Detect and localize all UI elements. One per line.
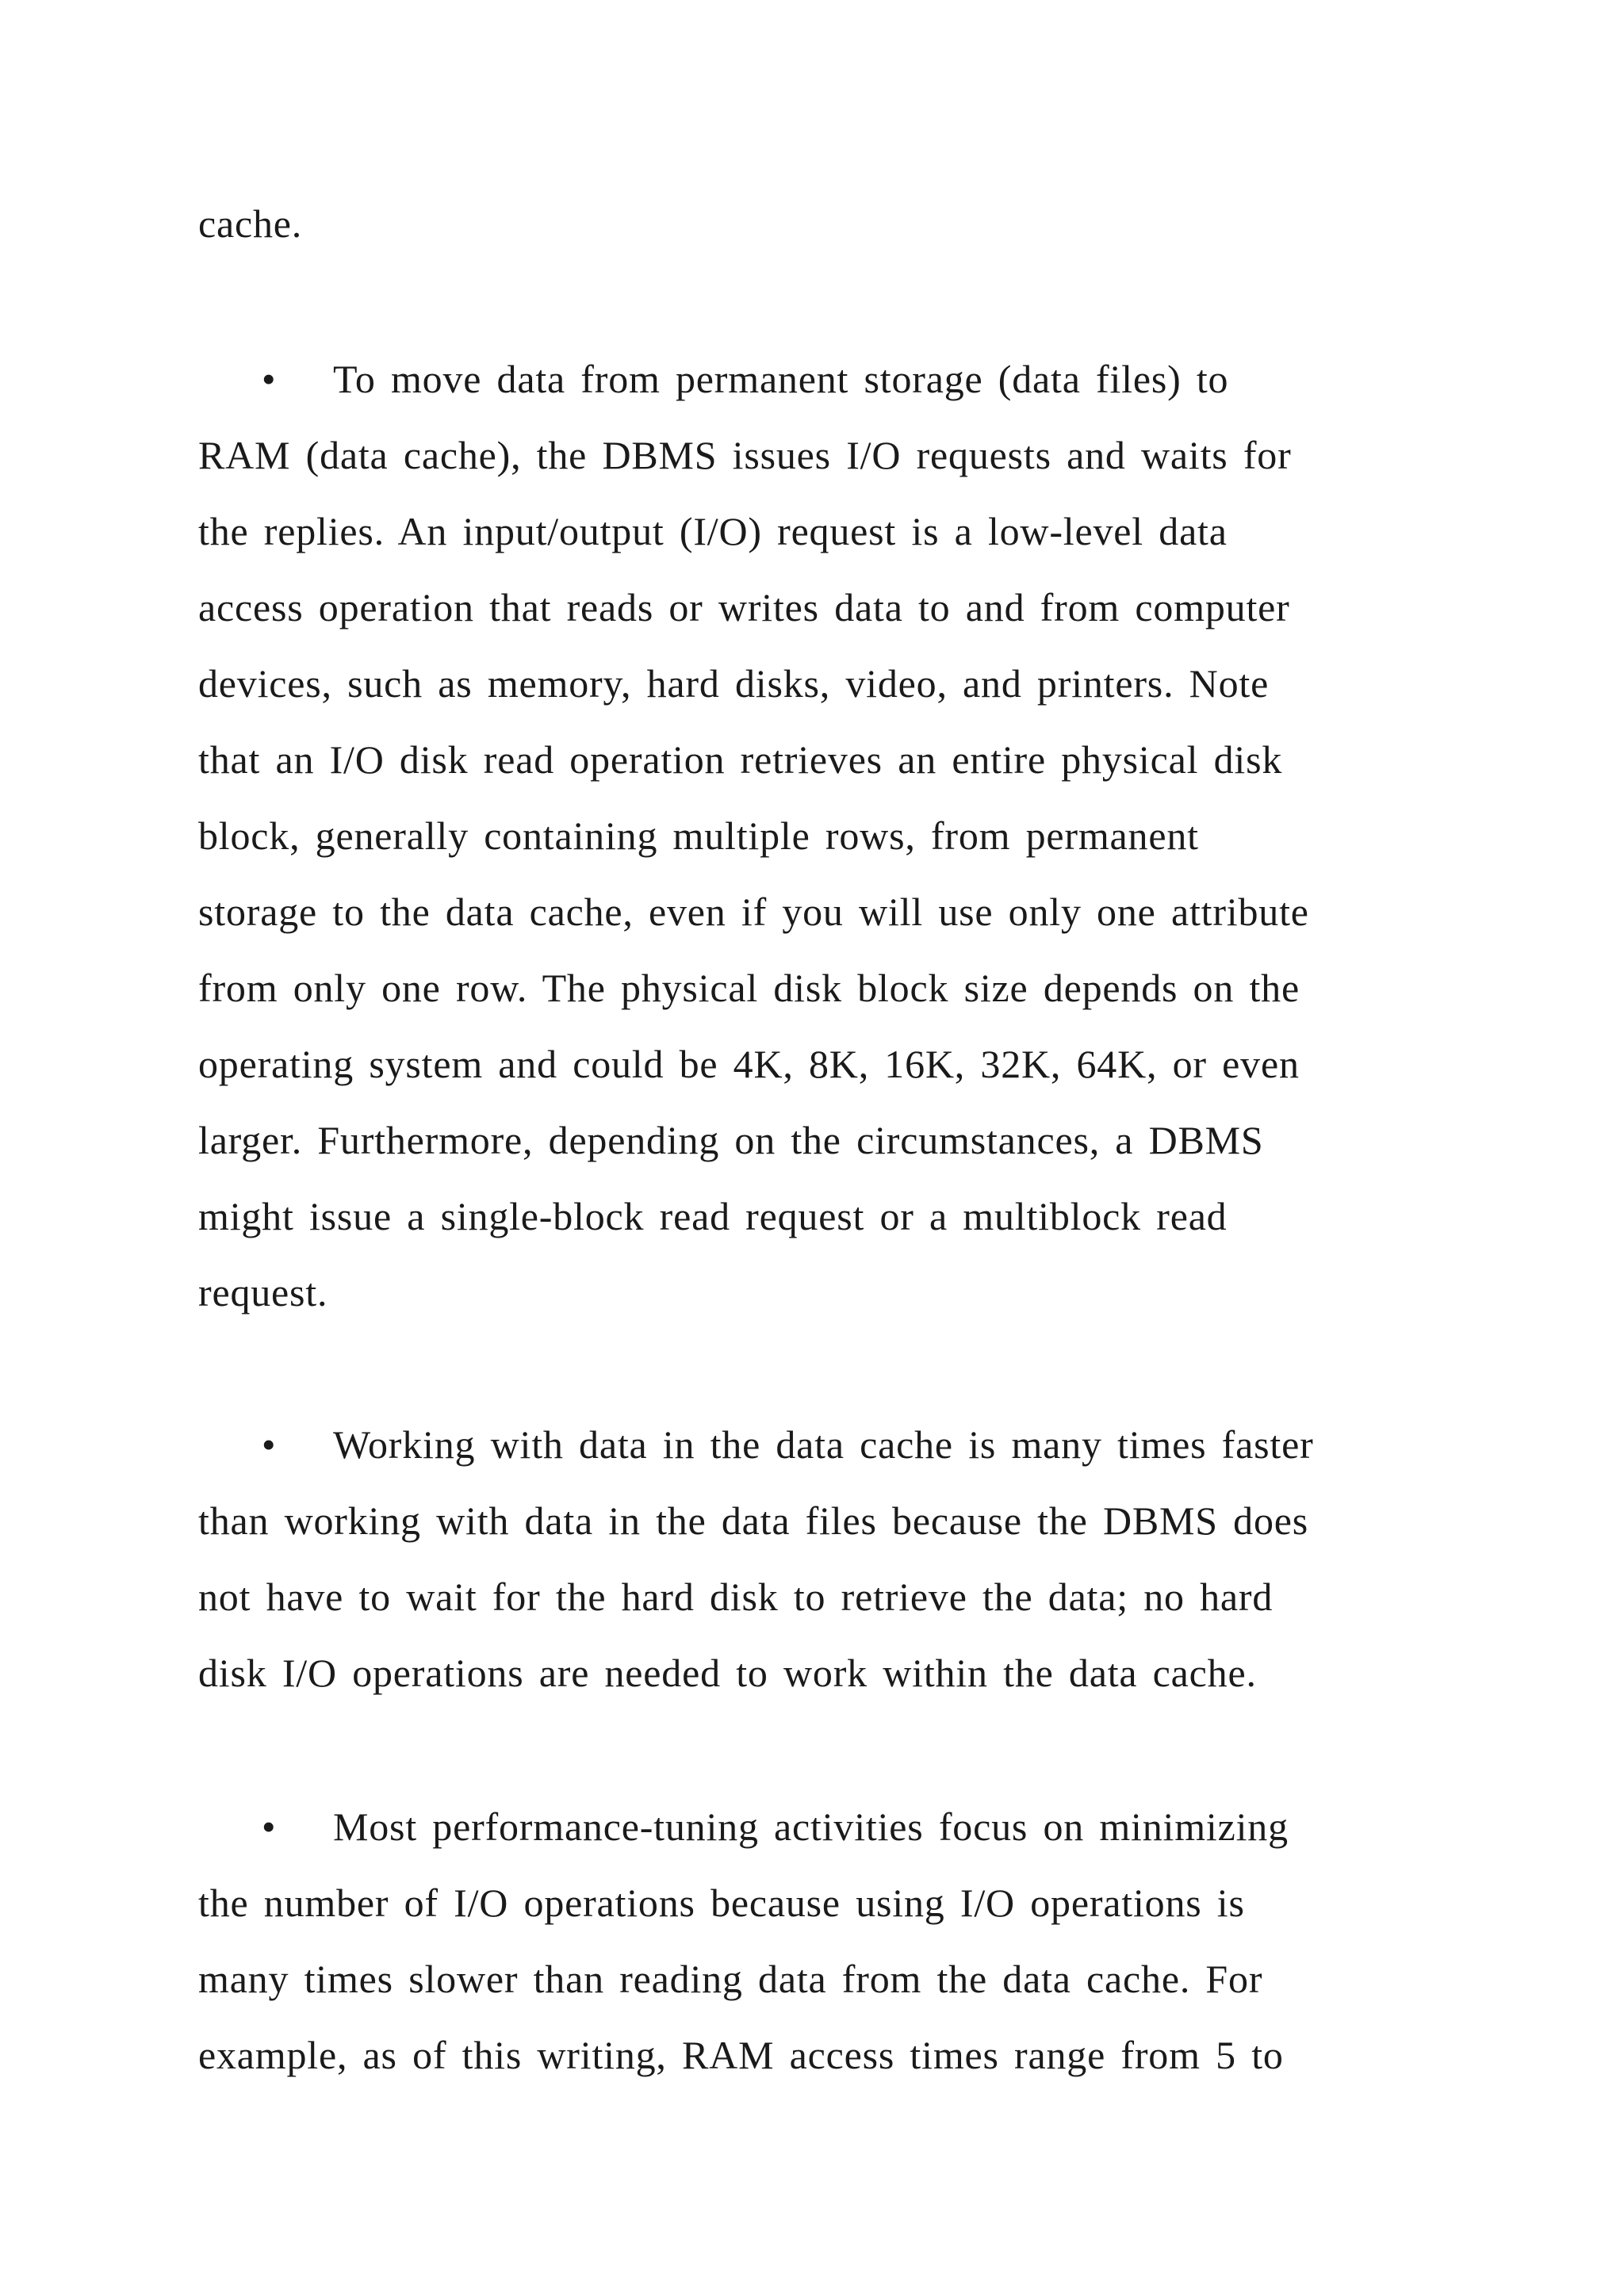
text-line: block, generally containing multiple rows, from permanent — [198, 813, 1199, 858]
text-line: request. — [198, 1270, 328, 1314]
text-line: not have to wait for the hard disk to retrieve the data; no hard — [198, 1575, 1274, 1619]
text-line: RAM (data cache), the DBMS issues I/O requests and waits for — [198, 433, 1292, 477]
bullet-icon: • — [262, 357, 277, 401]
text-line: larger. Furthermore, depending on the circumstances, a DBMS — [198, 1118, 1264, 1162]
text-line: To move data from permanent storage (data files) to — [333, 357, 1229, 401]
paragraph-first-line — [198, 341, 1435, 417]
text-line: example, as of this writing, RAM access times range from 5 to — [198, 2033, 1284, 2077]
bullet-icon: • — [262, 1422, 277, 1467]
text-line: storage to the data cache, even if you will use only one attribute — [198, 890, 1309, 934]
text-line: Working with data in the data cache is many times faster — [333, 1422, 1314, 1467]
text-line: operating system and could be 4K, 8K, 16K, 32K, 64K, or even — [198, 1042, 1300, 1086]
text-line: the number of I/O operations because using I/O operations is — [198, 1881, 1245, 1925]
text-line: might issue a single-block read request or a multiblock read — [198, 1194, 1228, 1238]
text-line: disk I/O operations are needed to work within the data cache. — [198, 1651, 1257, 1695]
paragraph-performance-tuning — [198, 1789, 1435, 2093]
text-line: than working with data in the data files because the DBMS does — [198, 1498, 1309, 1543]
text-line: that an I/O disk read operation retrieves an entire physical disk — [198, 737, 1283, 782]
paragraph-first-line — [198, 1406, 1435, 1483]
text-line: many times slower than reading data from the data cache. For — [198, 1957, 1263, 2001]
text-line: the replies. An input/output (I/O) request is a low-level data — [198, 509, 1228, 553]
text-line: Most performance-tuning activities focus on minimizing — [333, 1804, 1289, 1849]
lead-line: cache. — [198, 201, 303, 246]
paragraph-io-requests — [198, 341, 1435, 1330]
lead-text — [198, 186, 1435, 262]
paragraph-data-cache — [198, 1406, 1435, 1711]
text-line: devices, such as memory, hard disks, video, and printers. Note — [198, 661, 1270, 706]
paragraph-first-line — [198, 1789, 1435, 1865]
text-line: from only one row. The physical disk block size depends on the — [198, 966, 1300, 1010]
bullet-icon: • — [262, 1804, 277, 1849]
text-line: access operation that reads or writes data to and from computer — [198, 585, 1290, 629]
